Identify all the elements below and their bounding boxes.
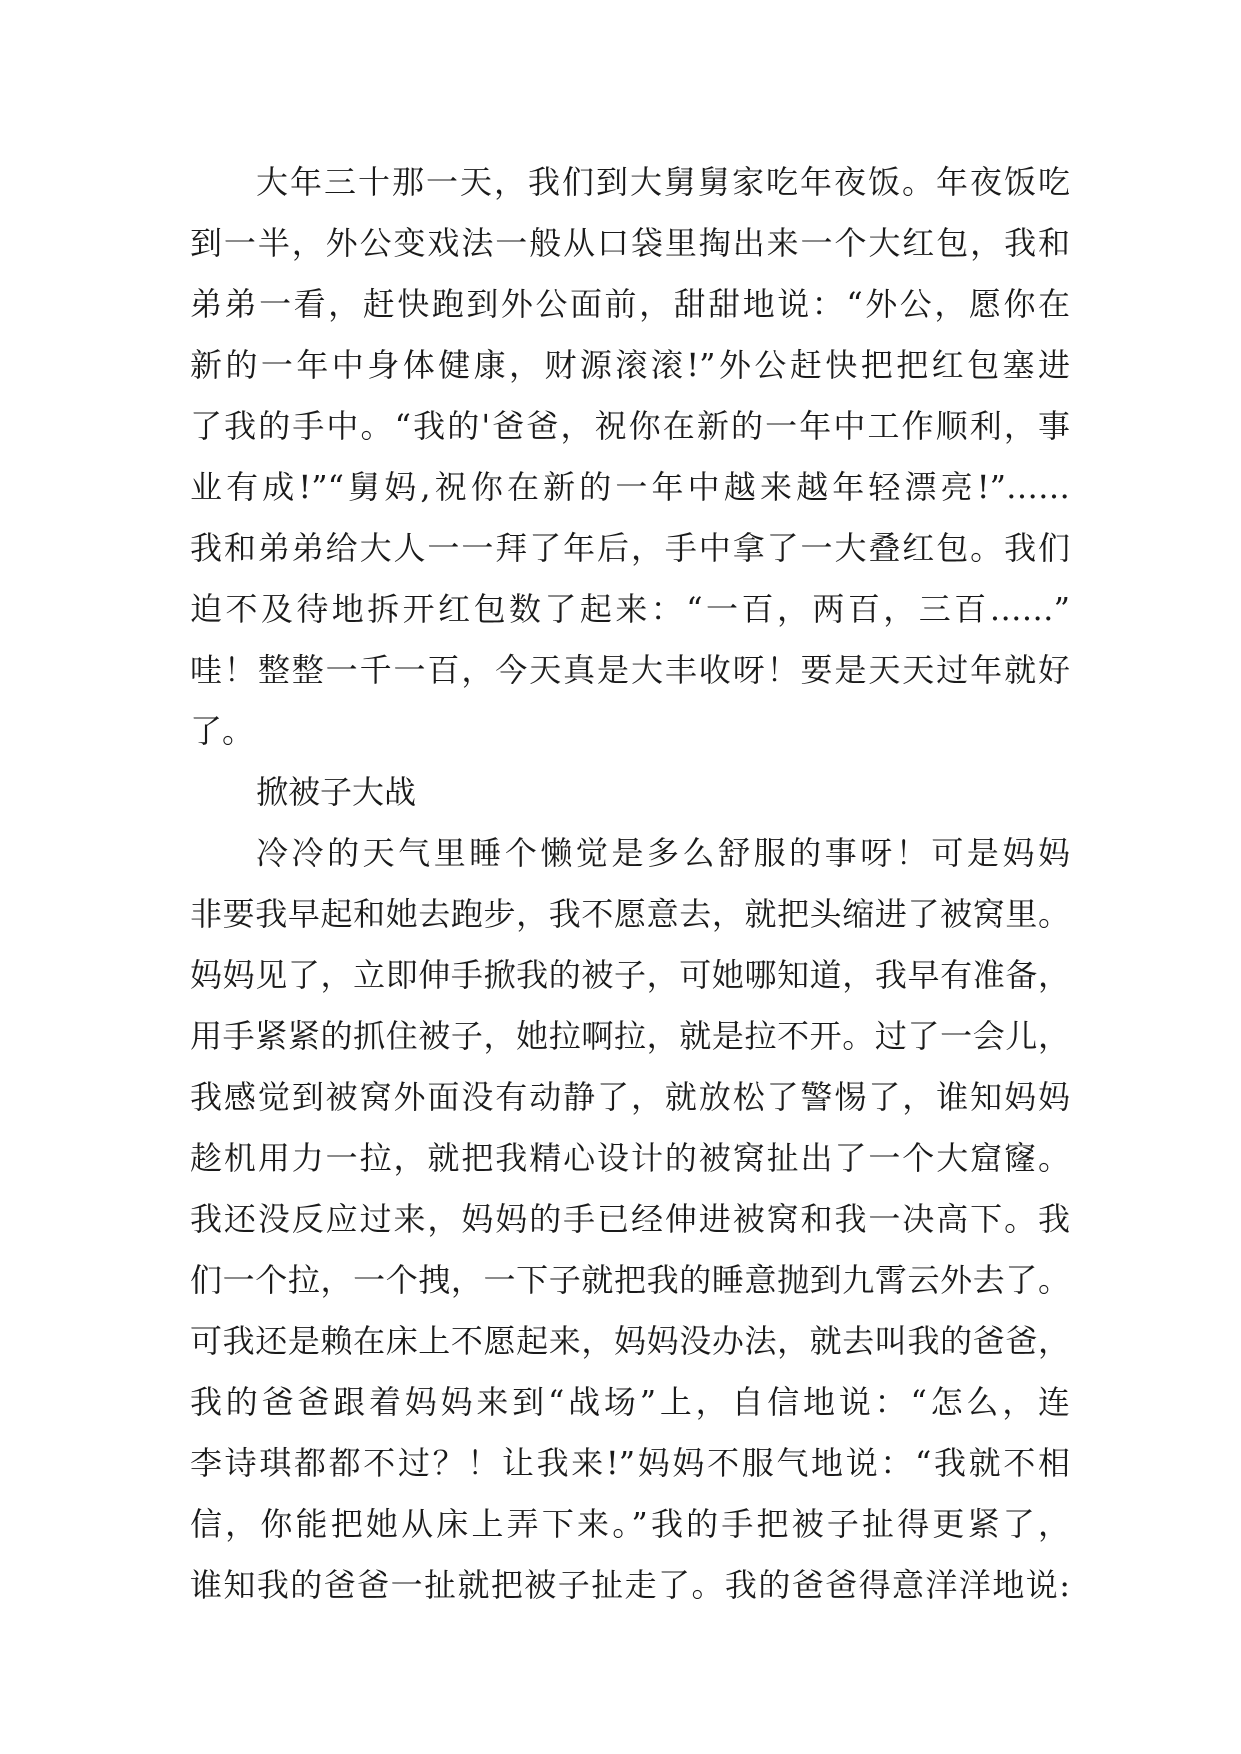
text-line: 弟弟一看，赶快跑到外公面前，甜甜地说：“外公，愿你在: [190, 285, 1070, 323]
text-line: 我和弟弟给大人一一拜了年后，手中拿了一大叠红包。我们: [190, 529, 1070, 567]
text-line: 非要我早起和她去跑步，我不愿意去，就把头缩进了被窝里。: [190, 895, 1070, 933]
text-line: 我的爸爸跟着妈妈来到“战场”上，自信地说：“怎么，连: [190, 1383, 1070, 1421]
text-line: 信，你能把她从床上弄下来。”我的手把被子扯得更紧了，: [190, 1505, 1070, 1543]
text-line: 我感觉到被窝外面没有动静了，就放松了警惕了，谁知妈妈: [190, 1078, 1070, 1116]
text-line: 迫不及待地拆开红包数了起来：“一百，两百，三百……”: [190, 590, 1070, 628]
text-line: 们一个拉，一个拽，一下子就把我的睡意抛到九霄云外去了。: [190, 1261, 1070, 1299]
text-line: 新的一年中身体健康，财源滚滚!”外公赶快把把红包塞进: [190, 346, 1070, 384]
section-heading: 掀被子大战: [256, 773, 417, 811]
text-line: 妈妈见了，立即伸手掀我的被子，可她哪知道，我早有准备，: [190, 956, 1070, 994]
text-line: 了。: [190, 712, 255, 750]
text-line: 业有成!”“舅妈,祝你在新的一年中越来越年轻漂亮!”……: [190, 468, 1070, 506]
text-line: 可我还是赖在床上不愿起来，妈妈没办法，就去叫我的爸爸，: [190, 1322, 1070, 1360]
text-line: 趁机用力一拉，就把我精心设计的被窝扯出了一个大窟窿。: [190, 1139, 1070, 1177]
text-line: 李诗琪都都不过？！让我来!”妈妈不服气地说：“我就不相: [190, 1444, 1070, 1482]
text-line: 用手紧紧的抓住被子，她拉啊拉，就是拉不开。过了一会儿，: [190, 1017, 1070, 1055]
text-line: 冷冷的天气里睡个懒觉是多么舒服的事呀！可是妈妈: [256, 834, 1070, 872]
text-line: 哇！整整一千一百，今天真是大丰收呀！要是天天过年就好: [190, 651, 1070, 689]
text-line: 大年三十那一天，我们到大舅舅家吃年夜饭。年夜饭吃: [256, 163, 1070, 201]
text-line: 谁知我的爸爸一扯就把被子扯走了。我的爸爸得意洋洋地说:: [190, 1566, 1070, 1604]
text-line: 我还没反应过来，妈妈的手已经伸进被窝和我一决高下。我: [190, 1200, 1070, 1238]
text-line: 了我的手中。“我的'爸爸，祝你在新的一年中工作顺利，事: [190, 407, 1070, 445]
document-body: [190, 152, 1070, 1616]
text-line: 到一半，外公变戏法一般从口袋里掏出来一个大红包，我和: [190, 224, 1070, 262]
